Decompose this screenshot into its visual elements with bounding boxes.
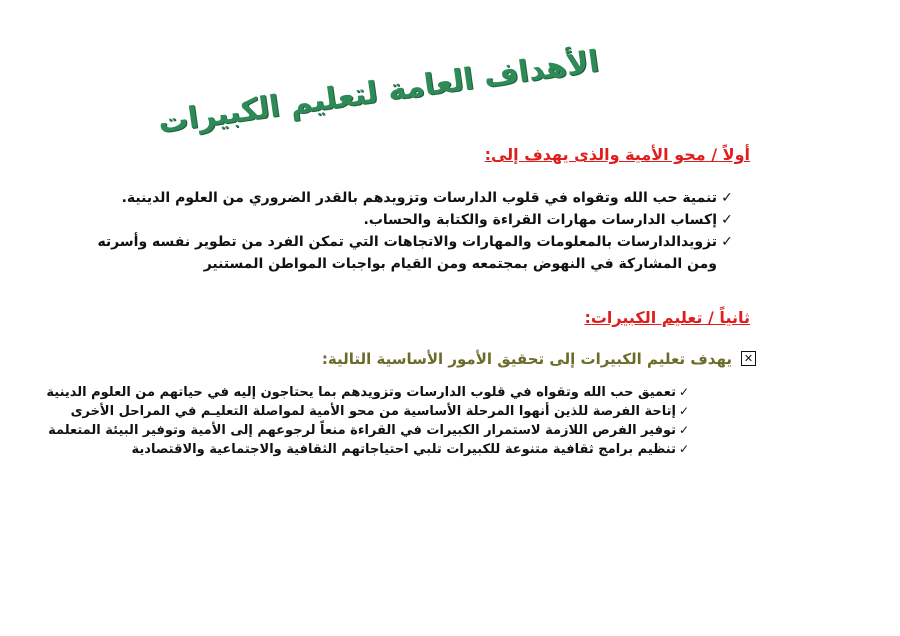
section-2-heading: ثانياً / تعليم الكبيرات:: [584, 308, 750, 327]
check-icon: ✓: [721, 190, 733, 206]
list-item-text: تنمية حب الله وتقواه في قلوب الدارسات وتزويدهم بالقدر الضروري من العلوم الدينية.: [121, 190, 717, 206]
check-icon: ✓: [678, 385, 690, 399]
list-item-text: تنظيم برامج ثقافية متنوعة للكبيرات تلبي احتياجاتهم الثقافية والاجتماعية والاقتصادية: [131, 442, 676, 457]
list-item-text: توفير الفرص اللازمة لاستمرار الكبيرات في القراءة منعاً لرجوعهم إلى الأمية وتوفير البيئة المتعلمة: [48, 423, 676, 438]
section-1-heading: أولاً / محو الأمية والذى يهدف إلى:: [484, 145, 750, 164]
check-icon: ✓: [721, 212, 733, 228]
check-icon: ✓: [678, 442, 690, 456]
section-2-list: [46, 383, 690, 459]
check-icon: ✓: [678, 423, 690, 437]
list-item: [90, 440, 690, 459]
list-item: [48, 421, 690, 440]
list-item-text: إكساب الدارسات مهارات القراءة والكتابة والحساب.: [363, 212, 717, 228]
list-item: [95, 209, 735, 231]
checkbox-x-icon: ✕: [741, 351, 756, 366]
list-item: [46, 383, 690, 402]
page-title: الأهداف العامة لتعليم الكبيرات: [155, 44, 602, 141]
list-item: [95, 231, 735, 275]
check-icon: ✓: [678, 404, 690, 418]
list-item-text: تعميق حب الله وتقواه في قلوب الدارسات وتزويدهم بما يحتاجون إليه في حياتهم من العلوم الدينية: [46, 385, 676, 400]
list-item: [95, 187, 735, 209]
list-item: [70, 402, 690, 421]
section-2-intro: [321, 350, 754, 368]
section-1-list: [95, 187, 735, 275]
check-icon: ✓: [721, 234, 733, 250]
list-item-text: إتاحة الفرصة للذين أنهوا المرحلة الأساسية من محو الأمية لمواصلة التعليـم في المراحل الأخرى: [70, 404, 676, 419]
list-item-text: تزويدالدارسات بالمعلومات والمهارات والاتجاهات التي تمكن الفرد من تطوير نفسه وأسرته ومن المشاركة في النهوض بمجتمعه ومن القيام بواجبات المواطن المستنير: [97, 234, 717, 272]
section-2-intro-text: يهدف تعليم الكبيرات إلى تحقيق الأمور الأساسية التالية:: [321, 350, 732, 368]
